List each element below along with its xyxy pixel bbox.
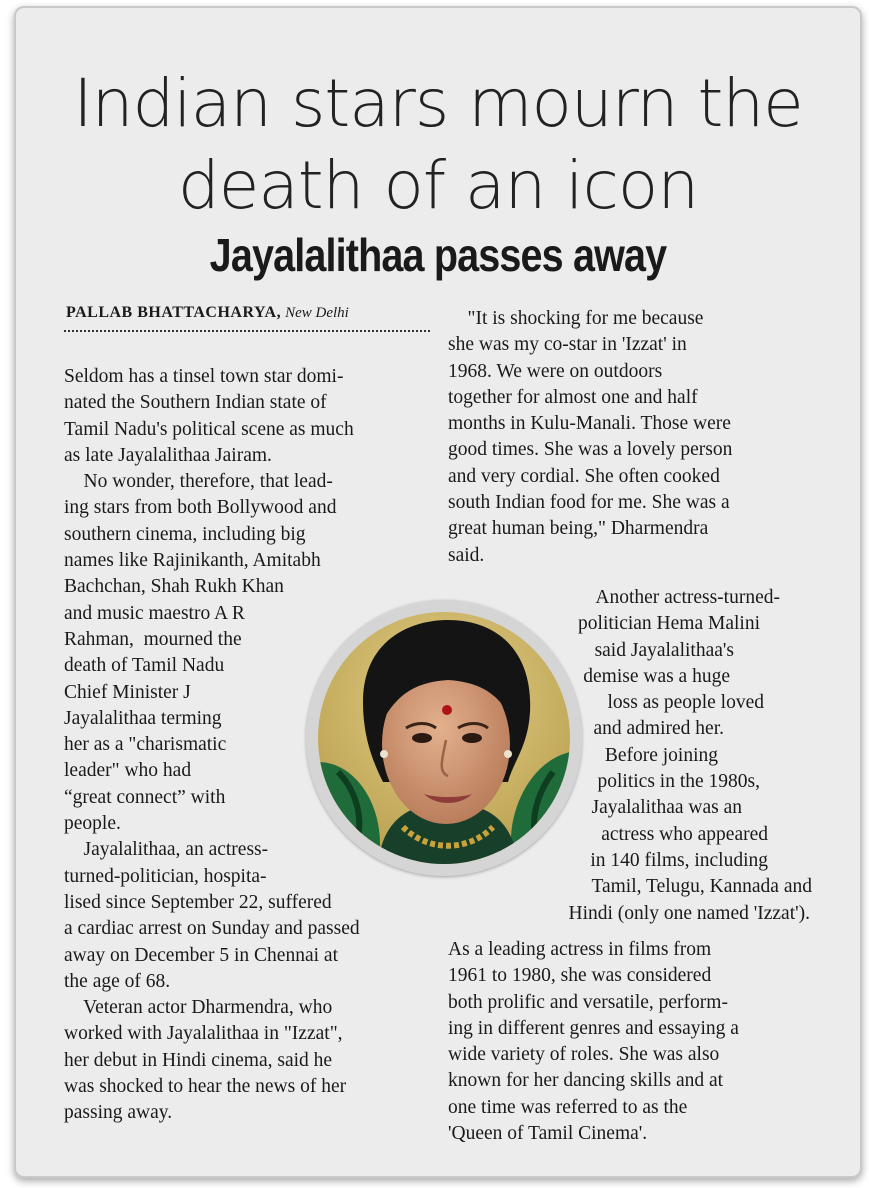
text-line: names like Rajinikanth, Amitabh (64, 550, 321, 572)
text-line: death of Tamil Nadu (64, 655, 225, 677)
byline-author: PALLAB BHATTACHARYA, (66, 304, 282, 321)
byline (66, 304, 349, 322)
text-line: wide variety of roles. She was also (448, 1044, 720, 1066)
article-card (14, 6, 862, 1178)
text-line: Before joining (604, 744, 718, 766)
text-line: Jayalalithaa was an (591, 797, 742, 819)
text-line: good times. She was a lovely person (448, 439, 733, 461)
text-line: Chief Minister J (64, 681, 191, 703)
text-line: and admired her. (593, 718, 724, 740)
text-line: great human being," Dharmendra (448, 518, 709, 540)
article-column-right-top (448, 306, 732, 569)
text-line: Jayalalithaa, an actress- (64, 839, 269, 861)
text-line: actress who appeared (601, 823, 768, 845)
text-line: together for almost one and half (448, 386, 698, 408)
text-line: ing stars from both Bollywood and (64, 497, 337, 519)
article-column-right-bottom (448, 937, 739, 1147)
text-line: said. (448, 544, 485, 566)
portrait-photo (318, 612, 570, 864)
text-line: 1961 to 1980, she was considered (448, 965, 712, 987)
text-line: south Indian food for me. She was a (448, 492, 730, 514)
text-line: a cardiac arrest on Sunday and passed (64, 918, 360, 940)
text-line: she was my co-star in 'Izzat' in (448, 334, 687, 356)
article-column-right-wrap (569, 585, 812, 927)
text-line: months in Kulu-Manali. Those were (448, 413, 731, 435)
text-line: politics in the 1980s, (597, 771, 760, 793)
text-line: southern cinema, including big (64, 523, 306, 545)
text-line: leader" who had (64, 760, 192, 782)
headline-line-1: Indian stars mourn the (73, 65, 803, 142)
text-line: as late Jayalalithaa Jairam. (64, 444, 272, 466)
headline-line-2: death of an icon (177, 147, 699, 224)
text-line: worked with Jayalalithaa in "Izzat", (64, 1023, 343, 1045)
subheadline: Jayalalithaa passes away (209, 229, 667, 281)
text-line: lised since September 22, suffered (64, 891, 332, 913)
portrait-illustration (318, 612, 570, 864)
text-line: loss as people loved (607, 692, 764, 714)
text-line: Veteran actor Dharmendra, who (64, 997, 333, 1019)
text-line: away on December 5 in Chennai at (64, 944, 338, 966)
text-line: demise was a huge (583, 665, 730, 687)
text-line: ing in different genres and essaying a (448, 1017, 739, 1039)
text-line: Rahman, mourned the (64, 628, 242, 650)
text-line: 1968. We were on outdoors (448, 360, 663, 382)
text-line: "It is shocking for me because (448, 308, 704, 329)
text-line: Tamil, Telugu, Kannada and (591, 876, 812, 898)
text-line: politician Hema Malini (578, 613, 760, 635)
text-line: Tamil Nadu's political scene as much (64, 418, 354, 440)
byline-location: New Delhi (285, 305, 349, 321)
portrait-photo-frame (306, 600, 582, 876)
text-line: Bachchan, Shah Rukh Khan (64, 576, 284, 598)
text-line: No wonder, therefore, that lead- (64, 471, 333, 493)
text-line: and very cordial. She often cooked (448, 465, 720, 487)
text-line: known for her dancing skills and at (448, 1070, 724, 1092)
text-line: Jayalalithaa terming (64, 707, 222, 729)
text-line: Another actress-turned- (595, 587, 780, 608)
text-line: 'Queen of Tamil Cinema'. (448, 1123, 648, 1145)
byline-divider (64, 330, 430, 332)
text-line: turned-politician, hospita- (64, 865, 267, 887)
text-line: As a leading actress in films from (448, 939, 712, 960)
text-line: people. (64, 813, 121, 835)
text-line: her debut in Hindi cinema, said he (64, 1049, 333, 1071)
text-line: one time was referred to as the (448, 1096, 688, 1118)
text-line: Seldom has a tinsel town star domi- (64, 366, 344, 387)
text-line: said Jayalalithaa's (594, 639, 734, 661)
text-line: Hindi (only one named 'Izzat'). (568, 902, 810, 924)
text-line: “great connect” with (64, 786, 226, 808)
text-line: in 140 films, including (590, 849, 768, 871)
text-line: was shocked to hear the news of her (64, 1076, 347, 1098)
text-line: and music maestro A R (64, 602, 245, 624)
text-line: both prolific and versatile, perform- (448, 991, 728, 1013)
text-line: the age of 68. (64, 970, 171, 992)
text-line: nated the Southern Indian state of (64, 392, 327, 414)
text-line: her as a "charismatic (64, 734, 227, 756)
text-line: passing away. (64, 1102, 173, 1124)
